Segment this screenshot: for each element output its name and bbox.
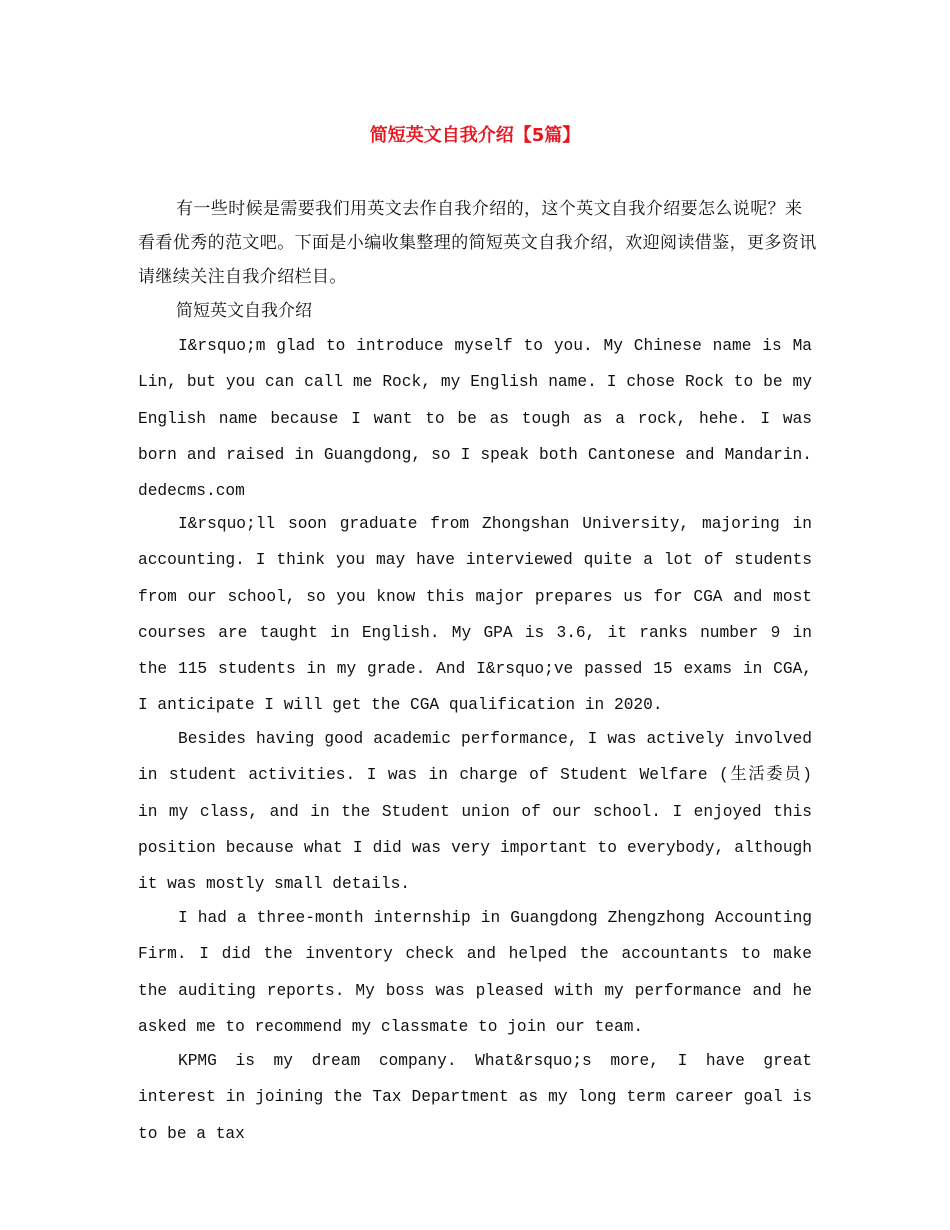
body-paragraph: I had a three-month internship in Guangdong Zhengzhong Accounting Firm. I did the inventory check and helped the accountants to make the auditing reports. My boss was pleased with my performance and he asked me to recommend my classmate to join our team. [138,909,812,1036]
body-paragraph: I&rsquo;ll soon graduate from Zhongshan University, majoring in accounting. I think you may have interviewed quite a lot of students from our school, so you know this major prepares us for CGA and most courses are taught in English. My GPA is 3.6, it ranks number 9 in the 115 students in my grade. And I&rsquo;ve passed 15 exams in CGA, I anticipate I will get the CGA qualification in 2020. [138,515,812,715]
body-paragraph: I&rsquo;m glad to introduce myself to you. My Chinese name is Ma Lin, but you can call me Rock, my English name. I chose Rock to be my English name because I want to be as tough as a rock, hehe. I was born and raised in Guangdong, so I speak both Cantonese and Mandarin. dedecms.com [138,337,812,501]
intro-paragraph: 有一些时候是需要我们用英文去作自我介绍的，这个英文自我介绍要怎么说呢？来看看优秀的范文吧。下面是小编收集整理的简短英文自我介绍，欢迎阅读借鉴，更多资讯请继续关注自我介绍栏目。 [138,199,817,287]
body-paragraph: KPMG is my dream company. What&rsquo;s more, I have great interest in joining the Tax Department as my long term career goal is to be a tax [138,1052,812,1143]
document-title: 简短英文自我介绍【5篇】 [369,125,581,146]
section-subheading: 简短英文自我介绍 [176,301,312,321]
body-paragraph: Besides having good academic performance, I was actively involved in student activities. I was in charge of Student Welfare (生活委员) in my class, and in the Student union of our school. I enjoyed this position because what I did was very important to everybody, although it was mostly small details. [138,730,812,894]
